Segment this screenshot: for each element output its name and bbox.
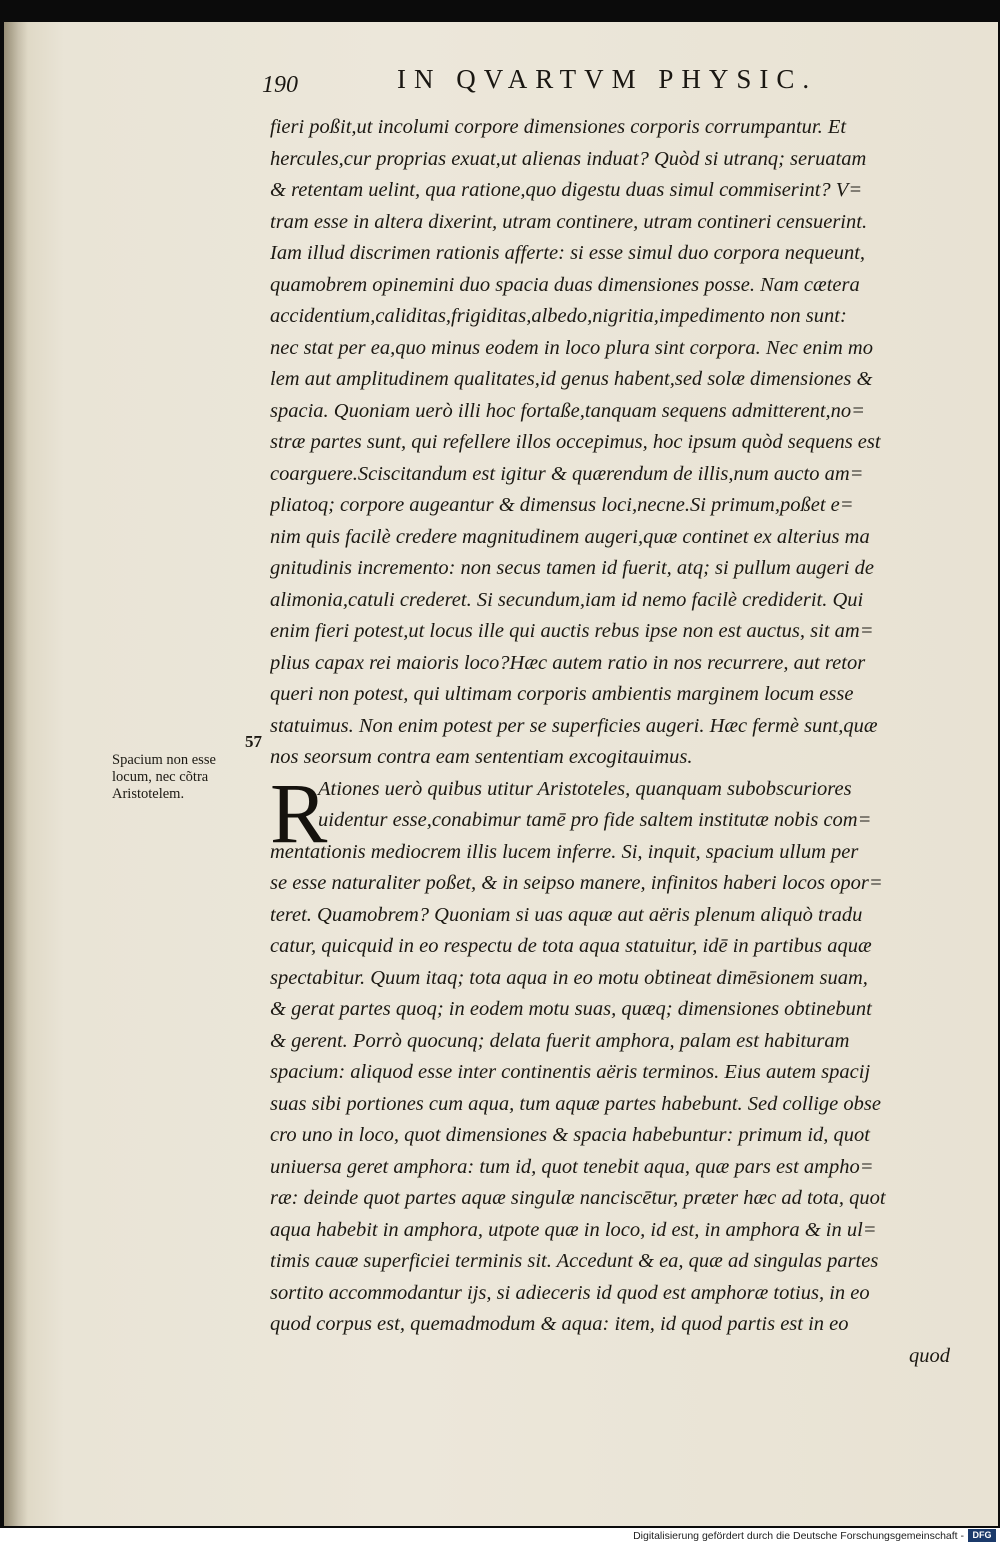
text-line: nec stat per ea,quo minus eodem in loco plura sint corpora. Nec enim mo — [270, 336, 873, 359]
text-line: tram esse in altera dixerint, utram continere, utram contineri censuerint. — [270, 210, 868, 233]
running-title: IN QVARTVM PHYSIC. — [397, 64, 818, 94]
text-line: nos seorsum contra eam sententiam excogitauimus. — [270, 746, 693, 768]
page-number: 190 — [262, 72, 298, 98]
text-line: quod corpus est, quemadmodum & aqua: item, id quod partis est in eo — [270, 1313, 849, 1335]
text-line: nim quis facilè credere magnitudinem augeri,quæ continet ex alterius ma — [270, 525, 870, 548]
paragraph-1 — [270, 112, 970, 774]
spine-shadow — [4, 22, 28, 1526]
text-line: enim fieri potest,ut locus ille qui auctis rebus ipse non est auctus, sit am= — [270, 620, 874, 642]
text-line: spacia. Quoniam uerò illi hoc fortaße,tanquam sequens admitterent,no= — [270, 399, 865, 422]
text-line: & gerent. Porrò quocunq; delata fuerit amphora, palam est habituram — [270, 1029, 850, 1052]
margin-note-line: locum, nec cõtra — [112, 769, 209, 785]
text-line: teret. Quamobrem? Quoniam si uas aquæ aut aëris plenum aliquò tradu — [270, 903, 863, 926]
text-line: suas sibi portiones cum aqua, tum aquæ partes habebunt. Sed collige obse — [270, 1092, 881, 1115]
text-line: sortito accommodantur ijs, si adieceris id quod est amphoræ totius, in eo — [270, 1281, 870, 1304]
text-line: statuimus. Non enim potest per se superficies augeri. Hæc fermè sunt,quæ — [270, 714, 878, 737]
text-line: coarguere.Sciscitandum est igitur & quærendum de illis,num aucto am= — [270, 462, 864, 485]
text-line: alimonia,catuli crederet. Si secundum,iam id nemo facilè crediderit. Qui — [270, 588, 864, 611]
text-line: pliatoq; corpore augeantur & dimensus loci,necne.Si primum,poßet e= — [270, 494, 854, 516]
text-line: cro uno in loco, quot dimensiones & spacia habebuntur: primum id, quot — [270, 1124, 870, 1146]
text-line: queri non potest, qui ultimam corporis ambientis marginem locum esse — [270, 683, 854, 705]
digitization-credit: Digitalisierung gefördert durch die Deutsche Forschungsgemeinschaft - — [633, 1530, 964, 1542]
text-line: fieri poßit,ut incolumi corpore dimensiones corporis corrumpantur. Et — [270, 116, 847, 138]
drop-cap: R — [270, 764, 328, 861]
margin-note-line: Spacium non esse — [112, 752, 216, 768]
text-line: timis cauæ superficiei terminis sit. Accedunt & ea, quæ ad singulas partes — [270, 1250, 879, 1272]
text-line: lem aut amplitudinem qualitates,id genus habent,sed solæ dimensiones & — [270, 368, 873, 390]
text-line: spacium: aliquod esse inter continentis aëris terminos. Eius autem spacij — [270, 1061, 871, 1083]
text-line: uidentur esse,conabimur tamē pro fide saltem institutæ nobis com= — [318, 809, 872, 831]
text-line: ræ: deinde quot partes aquæ singulæ nanciscētur, præter hæc ad tota, quot — [270, 1187, 886, 1209]
margin-note — [112, 732, 268, 803]
text-line: aqua habebit in amphora, utpote quæ in loco, id est, in amphora & in ul= — [270, 1218, 877, 1241]
text-line: stræ partes sunt, qui refellere illos occepimus, hoc ipsum quòd sequens est — [270, 431, 881, 453]
text-line: catur, quicquid in eo respectu de tota aqua statuitur, idē in partibus aquæ — [270, 935, 872, 957]
margin-note-number: 57 — [245, 732, 262, 751]
paragraph-2 — [270, 764, 970, 1373]
main-text — [270, 112, 970, 1372]
text-line: spectabitur. Quum itaq; tota aqua in eo motu obtineat dimēsionem suam, — [270, 966, 868, 989]
catchword: quod — [909, 1344, 950, 1367]
text-line: uniuersa geret amphora: tum id, quot tenebit aqua, quæ pars est ampho= — [270, 1155, 874, 1178]
text-line: se esse naturaliter poßet, & in seipso manere, infinitos haberi locos opor= — [270, 872, 883, 894]
text-line: mentationis mediocrem illis lucem inferre. Si, inquit, spacium ullum per — [270, 840, 859, 863]
text-line: plius capax rei maioris loco?Hæc autem ratio in nos recurrere, aut retor — [270, 651, 866, 674]
text-line: quamobrem opinemini duo spacia duas dimensiones posse. Nam cætera — [270, 273, 860, 296]
running-head — [262, 64, 842, 104]
text-line: & gerat partes quoq; in eodem motu suas, quæq; dimensiones obtinebunt — [270, 998, 872, 1020]
text-line: hercules,cur proprias exuat,ut alienas induat? Quòd si utranq; seruatam — [270, 147, 867, 170]
text-line: Iam illud discrimen rationis afferte: si esse simul duo corpora nequeunt, — [270, 242, 866, 264]
text-line: & retentam uelint, qua ratione,quo digestu duas simul commiserint? V= — [270, 179, 863, 201]
margin-note-line: Aristotelem. — [112, 786, 185, 802]
dfg-logo: DFG — [968, 1529, 996, 1542]
text-line: gnitudinis incremento: non secus tamen id fuerit, atq; si pullum augeri de — [270, 557, 874, 579]
text-line: accidentium,caliditas,frigiditas,albedo,nigritia,impedimento non sunt: — [270, 305, 847, 327]
text-line: Ationes uerò quibus utitur Aristoteles, quanquam subobscuriores — [318, 777, 852, 800]
